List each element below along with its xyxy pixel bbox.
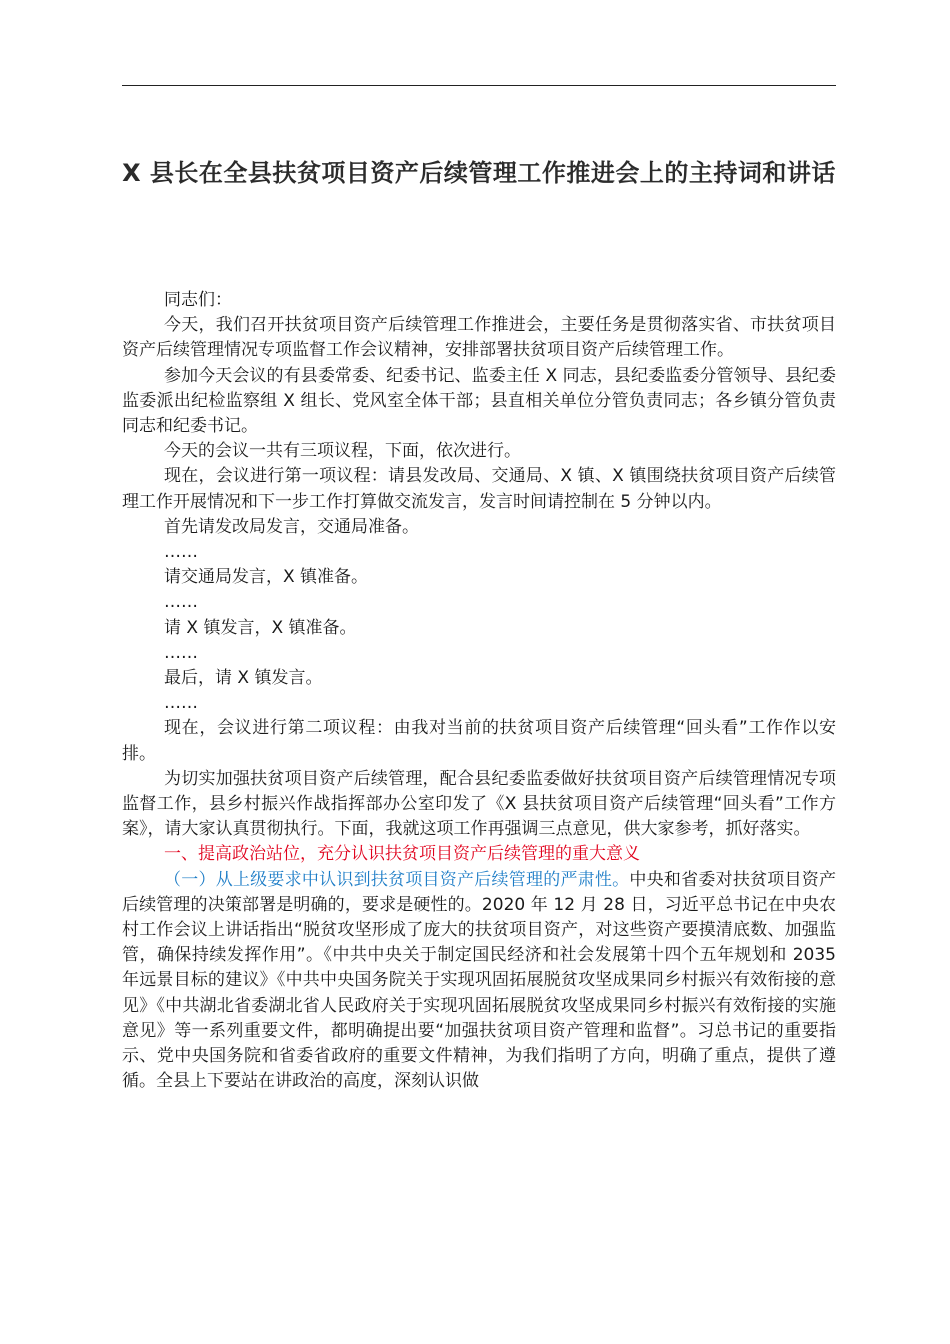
document-title: X 县长在全县扶贫项目资产后续管理工作推进会上的主持词和讲话	[122, 159, 836, 187]
header-rule	[122, 85, 836, 86]
section-heading: 一、提高政治站位，充分认识扶贫项目资产后续管理的重大意义	[164, 844, 640, 865]
body-paragraph: 为切实加强扶贫项目资产后续管理，配合县纪委监委做好扶贫项目资产后续管理情况专项监督工作，县乡村振兴作战指挥部办公室印发了《X 县扶贫项目资产后续管理“回头看”工作方案》，请大家认真贯彻执行。下面，我就这项工作再强调三点意见，供大家参考，抓好落实。	[122, 768, 836, 840]
body-paragraph: 现在，会议进行第一项议程：请县发改局、交通局、X 镇、X 镇围绕扶贫项目资产后续管理工作开展情况和下一步工作打算做交流发言，发言时间请控制在 5 分钟以内。	[122, 466, 836, 512]
body-paragraph: 现在，会议进行第二项议程：由我对当前的扶贫项目资产后续管理“回头看”工作作以安排。	[122, 718, 836, 764]
ellipsis-paragraph: ……	[164, 693, 198, 714]
document-body	[122, 288, 836, 1095]
body-paragraph: 最后，请 X 镇发言。	[164, 668, 323, 689]
ellipsis-paragraph: ……	[164, 642, 198, 663]
ellipsis-paragraph: ……	[164, 542, 198, 563]
subsection-paragraph	[122, 868, 836, 1095]
ellipsis-paragraph: ……	[164, 592, 198, 613]
subsection-body: 中央和省委对扶贫项目资产后续管理的决策部署是明确的，要求是硬性的。2020 年 12 月 28 日，习近平总书记在中央农村工作会议上讲话指出“脱贫攻坚形成了庞大的扶贫项目资产，对这些资产要摸清底数、加强监管，确保持续发挥作用”。《中共中央关于制定国民经济和社会发展第十四个五年规划和 2035 年远景目标的建议》《中共中央国务院关于实现巩固拓展脱贫攻坚成果同乡村振兴有效衔接的意见》《中共湖北省委湖北省人民政府关于实现巩固拓展脱贫攻坚成果同乡村振兴有效衔接的实施意见》等一系列重要文件，都明确提出要“加强扶贫项目资产管理和监督”。习总书记的重要指示、党中央国务院和省委省政府的重要文件精神，为我们指明了方向，明确了重点，提供了遵循。全县上下要站在讲政治的高度，深刻认识做	[122, 869, 837, 1092]
subsection-heading: （一）从上级要求中认识到扶贫项目资产后续管理的严肃性。	[164, 869, 630, 890]
body-paragraph: 参加今天会议的有县委常委、纪委书记、监委主任 X 同志，县纪委监委分管领导、县纪委监委派出纪检监察组 X 组长、党风室全体干部；县直相关单位分管负责同志；各乡镇分管负责同志和纪委书记。	[122, 365, 836, 437]
greeting-paragraph: 同志们：	[164, 290, 232, 310]
body-paragraph: 今天的会议一共有三项议程，下面，依次进行。	[164, 441, 521, 462]
body-paragraph: 今天，我们召开扶贫项目资产后续管理工作推进会，主要任务是贯彻落实省、市扶贫项目资产后续管理情况专项监督工作会议精神，安排部署扶贫项目资产后续管理工作。	[122, 315, 836, 361]
body-paragraph: 请交通局发言，X 镇准备。	[164, 567, 369, 588]
body-paragraph: 请 X 镇发言，X 镇准备。	[164, 617, 357, 638]
body-paragraph: 首先请发改局发言，交通局准备。	[164, 516, 419, 537]
